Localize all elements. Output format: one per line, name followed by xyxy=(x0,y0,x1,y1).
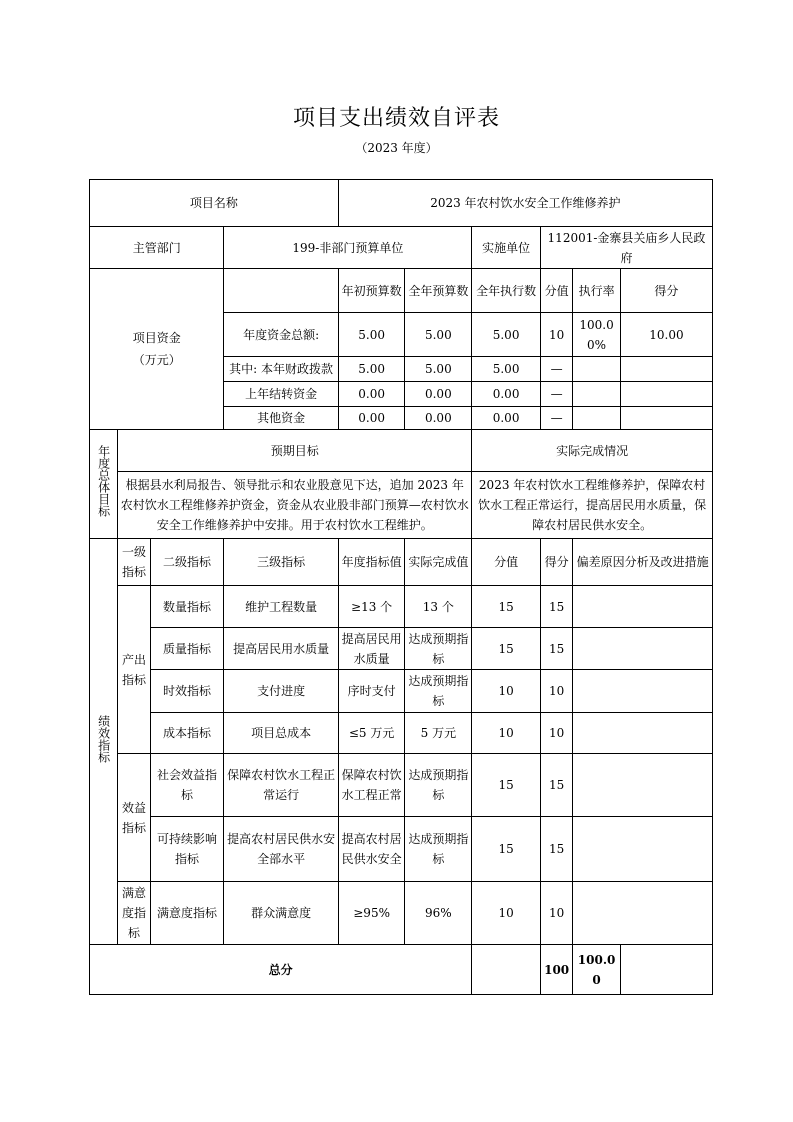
ind-note xyxy=(573,670,713,713)
total-label: 总分 xyxy=(90,945,472,995)
ind-score: 15 xyxy=(540,628,572,670)
ind-score-value: 10 xyxy=(472,713,541,754)
ind-level3: 项目总成本 xyxy=(224,713,338,754)
ind-level1-benefit: 效益指标 xyxy=(118,754,150,882)
ind-header-level2: 二级指标 xyxy=(150,539,224,586)
ind-score-value: 15 xyxy=(472,817,541,882)
funds-header-rate: 执行率 xyxy=(573,269,621,313)
ind-level3: 支付进度 xyxy=(224,670,338,713)
goals-actual-header: 实际完成情况 xyxy=(472,430,713,472)
funds-row-score-value: — xyxy=(540,357,572,382)
ind-actual: 达成预期指标 xyxy=(405,670,472,713)
funds-row-rate xyxy=(573,382,621,407)
funds-row-executed: 5.00 xyxy=(472,357,541,382)
funds-row-rate xyxy=(573,407,621,430)
ind-header-level3: 三级指标 xyxy=(224,539,338,586)
funds-row-annual: 5.00 xyxy=(405,357,472,382)
funds-header-executed: 全年执行数 xyxy=(472,269,541,313)
ind-level2: 社会效益指标 xyxy=(150,754,224,817)
ind-score: 15 xyxy=(540,817,572,882)
funds-row-initial: 0.00 xyxy=(338,382,405,407)
ind-score-value: 15 xyxy=(472,628,541,670)
ind-score: 10 xyxy=(540,713,572,754)
funds-row-initial: 0.00 xyxy=(338,407,405,430)
ind-actual: 5 万元 xyxy=(405,713,472,754)
ind-header-score: 得分 xyxy=(540,539,572,586)
ind-level3: 维护工程数量 xyxy=(224,586,338,628)
ind-score-value: 10 xyxy=(472,670,541,713)
funds-row-initial: 5.00 xyxy=(338,357,405,382)
ind-actual: 96% xyxy=(405,882,472,945)
ind-score: 15 xyxy=(540,586,572,628)
ind-actual: 达成预期指标 xyxy=(405,754,472,817)
funds-row-score-value: — xyxy=(540,382,572,407)
total-score-value: 100 xyxy=(540,945,572,995)
impl-label: 实施单位 xyxy=(472,227,541,269)
ind-level2: 时效指标 xyxy=(150,670,224,713)
ind-score-value: 10 xyxy=(472,882,541,945)
funds-row-annual: 0.00 xyxy=(405,407,472,430)
ind-level2: 成本指标 xyxy=(150,713,224,754)
ind-score: 15 xyxy=(540,754,572,817)
ind-header-target: 年度指标值 xyxy=(338,539,405,586)
funds-row-name: 其中: 本年财政拨款 xyxy=(224,357,338,382)
goals-expected-header: 预期目标 xyxy=(118,430,472,472)
funds-row-score xyxy=(620,382,712,407)
ind-note xyxy=(573,586,713,628)
ind-actual: 13 个 xyxy=(405,586,472,628)
indicators-side-label: 绩效指标 xyxy=(90,539,118,945)
ind-actual: 达成预期指标 xyxy=(405,817,472,882)
ind-note xyxy=(573,628,713,670)
ind-target: ≥95% xyxy=(338,882,405,945)
funds-row-executed: 0.00 xyxy=(472,407,541,430)
ind-score: 10 xyxy=(540,882,572,945)
ind-target: 提高居民用水质量 xyxy=(338,628,405,670)
ind-target: ≥13 个 xyxy=(338,586,405,628)
ind-target: ≤5 万元 xyxy=(338,713,405,754)
ind-score-value: 15 xyxy=(472,754,541,817)
funds-row-rate: 100.00% xyxy=(573,313,621,357)
ind-note xyxy=(573,754,713,817)
funds-row-rate xyxy=(573,357,621,382)
dept-value: 199-非部门预算单位 xyxy=(224,227,472,269)
funds-label: 项目资金 （万元） xyxy=(90,269,224,430)
ind-score-value: 15 xyxy=(472,586,541,628)
goals-actual-text: 2023 年农村饮水工程维修养护，保障农村饮水工程正常运行，提高居民用水质量，保障农村居民供水安全。 xyxy=(472,472,713,539)
ind-target: 提高农村居民供水安全 xyxy=(338,817,405,882)
funds-header-annual: 全年预算数 xyxy=(405,269,472,313)
ind-level2: 质量指标 xyxy=(150,628,224,670)
ind-header-note: 偏差原因分析及改进措施 xyxy=(573,539,713,586)
ind-header-actual: 实际完成值 xyxy=(405,539,472,586)
ind-level1-output: 产出指标 xyxy=(118,586,150,754)
funds-row-score: 10.00 xyxy=(620,313,712,357)
funds-header-blank xyxy=(224,269,338,313)
ind-level2: 数量指标 xyxy=(150,586,224,628)
ind-header-level1: 一级指标 xyxy=(118,539,150,586)
evaluation-table xyxy=(89,179,713,995)
funds-row-score-value: — xyxy=(540,407,572,430)
ind-header-score-value: 分值 xyxy=(472,539,541,586)
funds-row-name: 上年结转资金 xyxy=(224,382,338,407)
total-blank xyxy=(472,945,541,995)
funds-header-initial: 年初预算数 xyxy=(338,269,405,313)
project-name-value: 2023 年农村饮水安全工作维修养护 xyxy=(338,180,712,227)
funds-row-executed: 5.00 xyxy=(472,313,541,357)
total-score: 100.00 xyxy=(573,945,621,995)
ind-target: 序时支付 xyxy=(338,670,405,713)
ind-level1-satisfaction: 满意度指标 xyxy=(118,882,150,945)
dept-label: 主管部门 xyxy=(90,227,224,269)
goals-expected-text: 根据县水利局报告、领导批示和农业股意见下达，追加 2023 年农村饮水工程维修养护资金，资金从农业股非部门预算—农村饮水安全工作维修养护中安排。用于农村饮水工程维护。 xyxy=(118,472,472,539)
impl-value: 112001-金寨县关庙乡人民政府 xyxy=(540,227,712,269)
funds-row-score xyxy=(620,407,712,430)
ind-level2: 满意度指标 xyxy=(150,882,224,945)
ind-level3: 提高居民用水质量 xyxy=(224,628,338,670)
funds-row-name: 年度资金总额: xyxy=(224,313,338,357)
funds-row-score-value: 10 xyxy=(540,313,572,357)
ind-level3: 群众满意度 xyxy=(224,882,338,945)
page-title: 项目支出绩效自评表 xyxy=(292,106,500,131)
funds-row-annual: 5.00 xyxy=(405,313,472,357)
funds-row-name: 其他资金 xyxy=(224,407,338,430)
ind-note xyxy=(573,882,713,945)
ind-level2: 可持续影响指标 xyxy=(150,817,224,882)
funds-row-score xyxy=(620,357,712,382)
funds-header-score-value: 分值 xyxy=(540,269,572,313)
ind-note xyxy=(573,817,713,882)
funds-header-score: 得分 xyxy=(620,269,712,313)
ind-score: 10 xyxy=(540,670,572,713)
ind-note xyxy=(573,713,713,754)
funds-row-executed: 0.00 xyxy=(472,382,541,407)
project-name-label: 项目名称 xyxy=(90,180,339,227)
total-note xyxy=(620,945,712,995)
ind-target: 保障农村饮水工程正常 xyxy=(338,754,405,817)
goals-side-label: 年度总体目标 xyxy=(90,430,118,539)
ind-level3: 保障农村饮水工程正常运行 xyxy=(224,754,338,817)
ind-level3: 提高农村居民供水安全部水平 xyxy=(224,817,338,882)
funds-row-initial: 5.00 xyxy=(338,313,405,357)
ind-actual: 达成预期指标 xyxy=(405,628,472,670)
page-subtitle: （2023 年度） xyxy=(355,141,438,155)
funds-row-annual: 0.00 xyxy=(405,382,472,407)
